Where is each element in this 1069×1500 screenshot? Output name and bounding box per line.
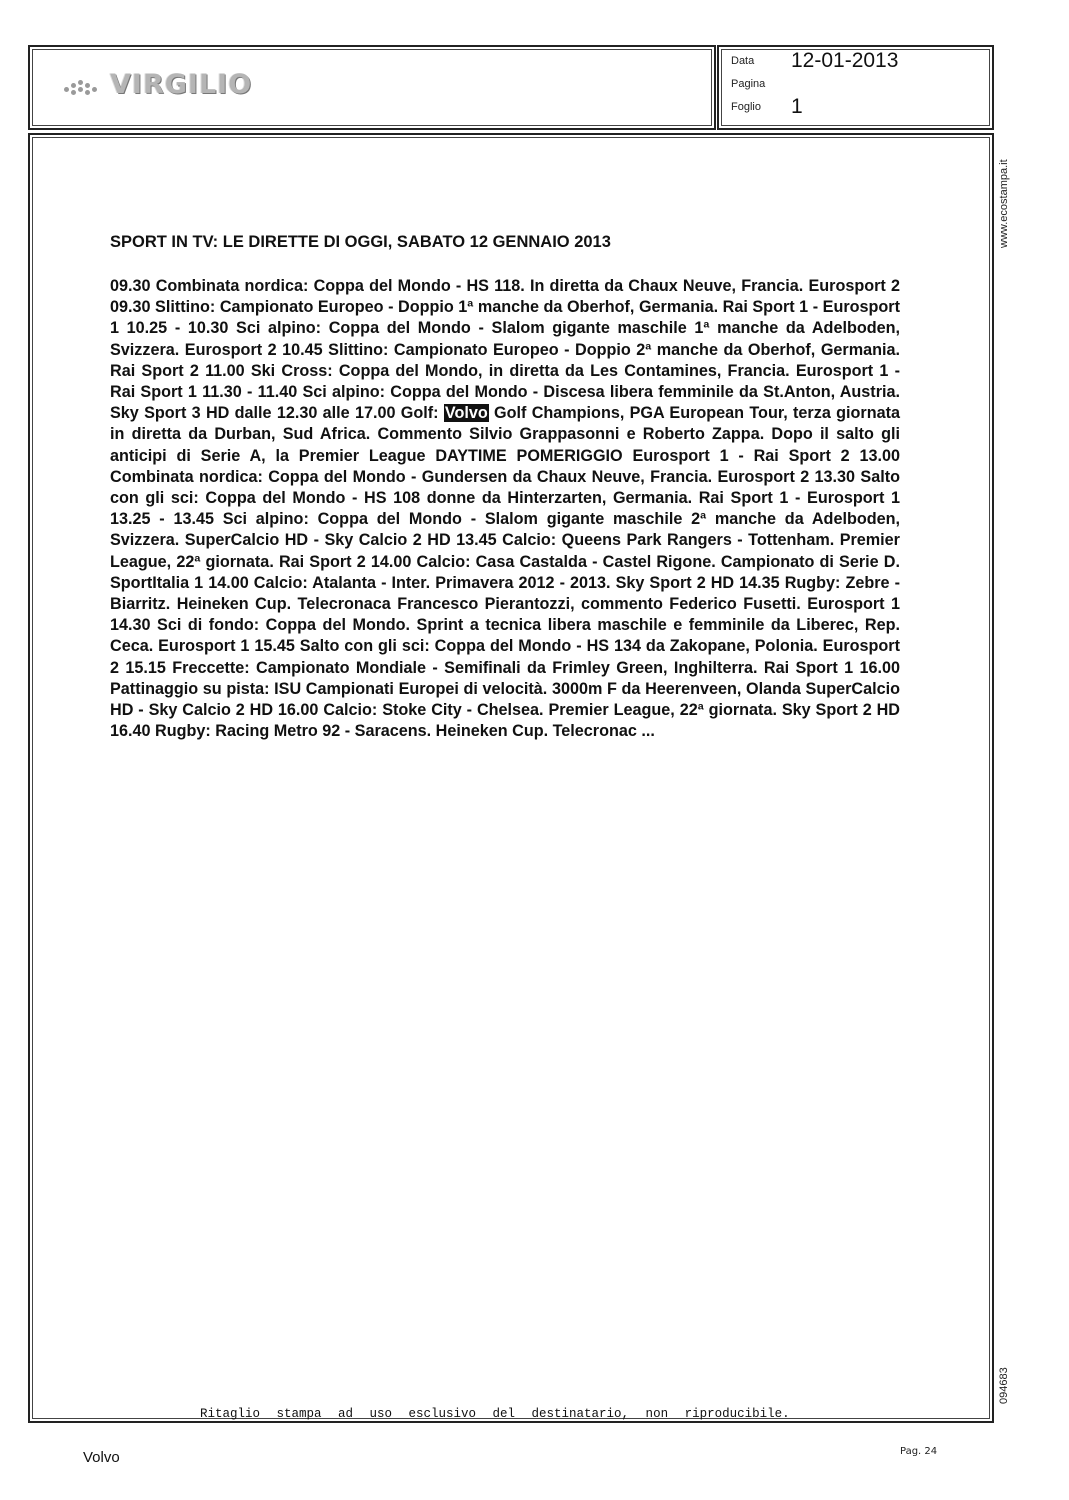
foglio-label: Foglio: [731, 101, 761, 113]
clipping-code: 094683: [998, 1367, 1010, 1404]
logo-text: VIRGILIO: [110, 68, 253, 100]
data-value: 12-01-2013: [791, 49, 899, 72]
pagina-label: Pagina: [731, 78, 766, 90]
brand-label: Volvo: [83, 1449, 120, 1466]
source-url: www.ecostampa.it: [998, 159, 1010, 248]
virgilio-dots-icon: [62, 71, 104, 97]
virgilio-logo: [62, 66, 252, 102]
article-text-before: 09.30 Combinata nordica: Coppa del Mondo - HS 118. In diretta da Chaux Neuve, Francia. Eurosport 2 09.30 Slittino: Campionato Europeo - Doppio 1ª manche da Oberhof, Germania. Rai Sport 1 - Eurosport 1 10.25 - 10.30 Sci alpino: Coppa del Mondo - Slalom gigante maschile 1ª manche da Adelboden, Svizzera. Eurosport 2 10.45 Slittino: Campionato Europeo - Doppio 2ª manche da Oberhof, Germania. Rai Sport 2 11.00 Ski Cross: Coppa del Mondo, in diretta da Les Contamines, Francia. Eurosport 1 - Rai Sport 1 11.30 - 11.40 Sci alpino: Coppa del Mondo - Discesa libera femminile da St.Anton, Austria. Sky Sport 3 HD dalle 12.30 alle 17.00 Golf:: [110, 277, 900, 423]
article-body: [110, 276, 900, 742]
article-headline: SPORT IN TV: LE DIRETTE DI OGGI, SABATO 12 GENNAIO 2013: [110, 233, 611, 251]
highlighted-keyword: Volvo: [444, 404, 488, 423]
data-label: Data: [731, 55, 755, 67]
article-text-after: Golf Champions, PGA European Tour, terza giornata in diretta da Durban, Sud Africa. Commento Silvio Grappasonni e Roberto Zappa. Dopo il salto gli anticipi di Serie A, la Premier League DAYTIME POMERIGGIO Eurosport 1 - Rai Sport 2 13.00 Combinata nordica: Coppa del Mondo - Gundersen da Chaux Neuve, Francia. Eurosport 2 13.30 Salto con gli sci: Coppa del Mondo - HS 108 donne da Hinterzarten, Germania. Rai Sport 1 - Eurosport 1 13.25 - 13.45 Sci alpino: Coppa del Mondo - Slalom gigante maschile 2ª manche da Adelboden, Svizzera. SuperCalcio HD - Sky Calcio 2 HD 13.45 Calcio: Queens Park Rangers - Tottenham. Premier League, 22ª giornata. Rai Sport 2 14.00 Calcio: Casa Castalda - Castel Rigone. Campionato di Serie D. SportItalia 1 14.00 Calcio: Atalanta - Inter. Primavera 2012 - 2013. Sky Sport 2 HD 14.35 Rugby: Zebre - Biarritz. Heineken Cup. Telecronaca Francesco Pierantozzi, commento Federico Fusetti. Eurosport 1 14.30 Sci di fondo: Coppa del Mondo. Sprint a tecnica libera maschile e femminile da Liberec, Rep. Ceca. Eurosport 1 15.45 Salto con gli sci: Coppa del Mondo - HS 134 da Zakopane, Polonia. Eurosport 2 15.15 Freccette: Campionato Mondiale - Semifinali da Frimley Green, Inghilterra. Rai Sport 1 16.00 Pattinaggio su pista: ISU Campionati Europei di velocità. 3000m F da Heerenveen, Olanda SuperCalcio HD - Sky Calcio 2 HD 16.00 Calcio: Stoke City - Chelsea. Premier League, 22ª giornata. Sky Sport 2 HD 16.40 Rugby: Racing Metro 92 - Saracens. Heineken Cup. Telecronac ...: [110, 404, 900, 741]
foglio-value: 1: [791, 95, 803, 118]
footer-disclaimer: Ritaglio stampa ad uso esclusivo del destinatario, non riproducibile.: [200, 1407, 790, 1421]
page-number: Pag. 24: [900, 1446, 938, 1457]
